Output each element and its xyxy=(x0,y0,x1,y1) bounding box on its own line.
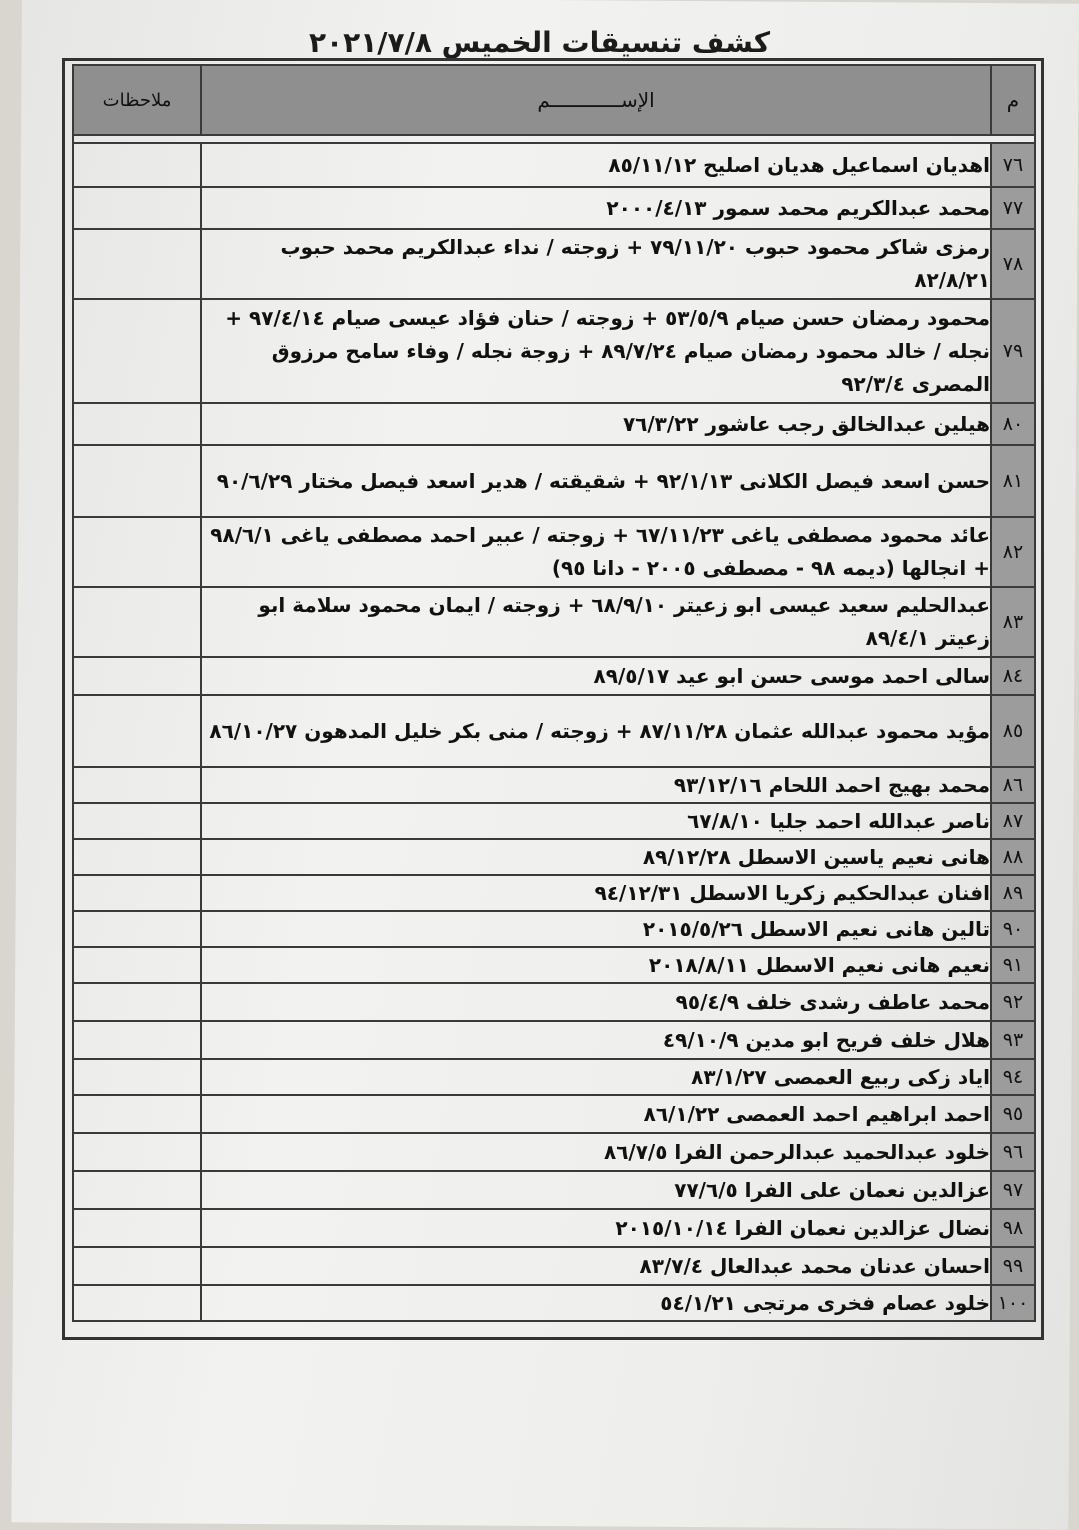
row-number: ٨٠ xyxy=(991,403,1035,445)
table-row xyxy=(73,1247,1035,1285)
row-notes xyxy=(73,1171,201,1209)
row-number: ٩٢ xyxy=(991,983,1035,1021)
table-row xyxy=(73,803,1035,839)
table-row xyxy=(73,1133,1035,1171)
row-name: نعيم هانى نعيم الاسطل ٢٠١٨/٨/١١ xyxy=(201,947,991,983)
row-name: رمزى شاكر محمود حبوب ٧٩/١١/٢٠ + زوجته / نداء عبدالكريم محمد حبوب ٨٢/٨/٢١ xyxy=(201,229,991,299)
row-number: ٩٥ xyxy=(991,1095,1035,1133)
row-name: نضال عزالدين نعمان الفرا ٢٠١٥/١٠/١٤ xyxy=(201,1209,991,1247)
row-notes xyxy=(73,299,201,403)
row-number: ٩٨ xyxy=(991,1209,1035,1247)
row-notes xyxy=(73,1247,201,1285)
table-row xyxy=(73,1209,1035,1247)
header-gap xyxy=(73,135,1035,143)
row-number: ١٠٠ xyxy=(991,1285,1035,1321)
table-row xyxy=(73,517,1035,587)
table-row xyxy=(73,875,1035,911)
row-name: ناصر عبدالله احمد جليا ٦٧/٨/١٠ xyxy=(201,803,991,839)
row-notes xyxy=(73,1021,201,1059)
row-notes xyxy=(73,695,201,767)
header-name: الإســــــــــــم xyxy=(201,65,991,135)
row-number: ٩٤ xyxy=(991,1059,1035,1095)
row-name: عائد محمود مصطفى ياغى ٦٧/١١/٢٣ + زوجته / عبير احمد مصطفى ياغى ٩٨/٦/١ + انجالها (ديمه ٩٨ - مصطفى ٢٠٠٥ - دانا ٩٥) xyxy=(201,517,991,587)
row-number: ٧٧ xyxy=(991,187,1035,229)
row-name: محمود رمضان حسن صيام ٥٣/٥/٩ + زوجته / حنان فؤاد عيسى صيام ٩٧/٤/١٤ + نجله / خالد محمود رمضان صيام ٨٩/٧/٢٤ + زوجة نجله / وفاء سامح مرزوق المصرى ٩٢/٣/٤ xyxy=(201,299,991,403)
row-name: عزالدين نعمان على الفرا ٧٧/٦/٥ xyxy=(201,1171,991,1209)
row-name: محمد عاطف رشدى خلف ٩٥/٤/٩ xyxy=(201,983,991,1021)
row-notes xyxy=(73,445,201,517)
row-name: تالين هانى نعيم الاسطل ٢٠١٥/٥/٢٦ xyxy=(201,911,991,947)
row-notes xyxy=(73,1095,201,1133)
row-number: ٩٠ xyxy=(991,911,1035,947)
header-notes: ملاحظات xyxy=(73,65,201,135)
coordination-table xyxy=(72,64,1036,1322)
table-row xyxy=(73,1171,1035,1209)
row-number: ٨٣ xyxy=(991,587,1035,657)
row-name: هانى نعيم ياسين الاسطل ٨٩/١٢/٢٨ xyxy=(201,839,991,875)
row-notes xyxy=(73,187,201,229)
row-number: ٨٦ xyxy=(991,767,1035,803)
row-notes xyxy=(73,587,201,657)
row-number: ٩١ xyxy=(991,947,1035,983)
row-name: محمد بهيج احمد اللحام ٩٣/١٢/١٦ xyxy=(201,767,991,803)
table-row xyxy=(73,445,1035,517)
row-name: عبدالحليم سعيد عيسى ابو زعيتر ٦٨/٩/١٠ + زوجته / ايمان محمود سلامة ابو زعيتر ٨٩/٤/١ xyxy=(201,587,991,657)
row-number: ٨٤ xyxy=(991,657,1035,695)
row-number: ٧٩ xyxy=(991,299,1035,403)
row-notes xyxy=(73,803,201,839)
table-row xyxy=(73,229,1035,299)
row-name: هيلين عبدالخالق رجب عاشور ٧٦/٣/٢٢ xyxy=(201,403,991,445)
table-row xyxy=(73,587,1035,657)
table-row xyxy=(73,983,1035,1021)
row-notes xyxy=(73,1209,201,1247)
table-row xyxy=(73,1021,1035,1059)
row-notes xyxy=(73,947,201,983)
row-number: ٨٢ xyxy=(991,517,1035,587)
table-header-row xyxy=(73,65,1035,135)
row-notes xyxy=(73,517,201,587)
row-notes xyxy=(73,403,201,445)
table-body xyxy=(73,135,1035,1321)
row-number: ٩٧ xyxy=(991,1171,1035,1209)
row-number: ٨٧ xyxy=(991,803,1035,839)
row-name: سالى احمد موسى حسن ابو عيد ٨٩/٥/١٧ xyxy=(201,657,991,695)
row-notes xyxy=(73,657,201,695)
row-name: هلال خلف فريح ابو مدين ٤٩/١٠/٩ xyxy=(201,1021,991,1059)
row-number: ٩٣ xyxy=(991,1021,1035,1059)
row-name: حسن اسعد فيصل الكلانى ٩٢/١/١٣ + شقيقته / هدير اسعد فيصل مختار ٩٠/٦/٢٩ xyxy=(201,445,991,517)
table-row xyxy=(73,695,1035,767)
row-notes xyxy=(73,839,201,875)
row-notes xyxy=(73,875,201,911)
row-number: ٨٨ xyxy=(991,839,1035,875)
table-row xyxy=(73,839,1035,875)
table-row xyxy=(73,143,1035,187)
table-row xyxy=(73,1095,1035,1133)
row-notes xyxy=(73,911,201,947)
row-name: اياد زكى ربيع العمصى ٨٣/١/٢٧ xyxy=(201,1059,991,1095)
row-name: محمد عبدالكريم محمد سمور ٢٠٠٠/٤/١٣ xyxy=(201,187,991,229)
table-row xyxy=(73,767,1035,803)
row-name: خلود عبدالحميد عبدالرحمن الفرا ٨٦/٧/٥ xyxy=(201,1133,991,1171)
table-row xyxy=(73,299,1035,403)
row-name: خلود عصام فخرى مرتجى ٥٤/١/٢١ xyxy=(201,1285,991,1321)
page-title: كشف تنسيقات الخميس ٢٠٢١/٧/٨ xyxy=(308,26,771,59)
row-name: افنان عبدالحكيم زكريا الاسطل ٩٤/١٢/٣١ xyxy=(201,875,991,911)
row-number: ٧٨ xyxy=(991,229,1035,299)
row-number: ٨١ xyxy=(991,445,1035,517)
table-row xyxy=(73,187,1035,229)
row-number: ٩٩ xyxy=(991,1247,1035,1285)
table-row xyxy=(73,1285,1035,1321)
row-notes xyxy=(73,229,201,299)
table-row xyxy=(73,657,1035,695)
row-number: ٨٩ xyxy=(991,875,1035,911)
table-row xyxy=(73,947,1035,983)
table-row xyxy=(73,911,1035,947)
row-notes xyxy=(73,1059,201,1095)
row-number: ٧٦ xyxy=(991,143,1035,187)
row-notes xyxy=(73,143,201,187)
row-notes xyxy=(73,767,201,803)
row-notes xyxy=(73,983,201,1021)
row-number: ٨٥ xyxy=(991,695,1035,767)
row-name: مؤيد محمود عبدالله عثمان ٨٧/١١/٢٨ + زوجته / منى بكر خليل المدهون ٨٦/١٠/٢٧ xyxy=(201,695,991,767)
row-name: احمد ابراهيم احمد العمصى ٨٦/١/٢٢ xyxy=(201,1095,991,1133)
row-name: احسان عدنان محمد عبدالعال ٨٣/٧/٤ xyxy=(201,1247,991,1285)
row-notes xyxy=(73,1133,201,1171)
table-row xyxy=(73,403,1035,445)
header-number: م xyxy=(991,65,1035,135)
row-name: اهديان اسماعيل هديان اصليح ٨٥/١١/١٢ xyxy=(201,143,991,187)
table-row xyxy=(73,1059,1035,1095)
row-number: ٩٦ xyxy=(991,1133,1035,1171)
row-notes xyxy=(73,1285,201,1321)
gap-cell xyxy=(73,135,1035,143)
